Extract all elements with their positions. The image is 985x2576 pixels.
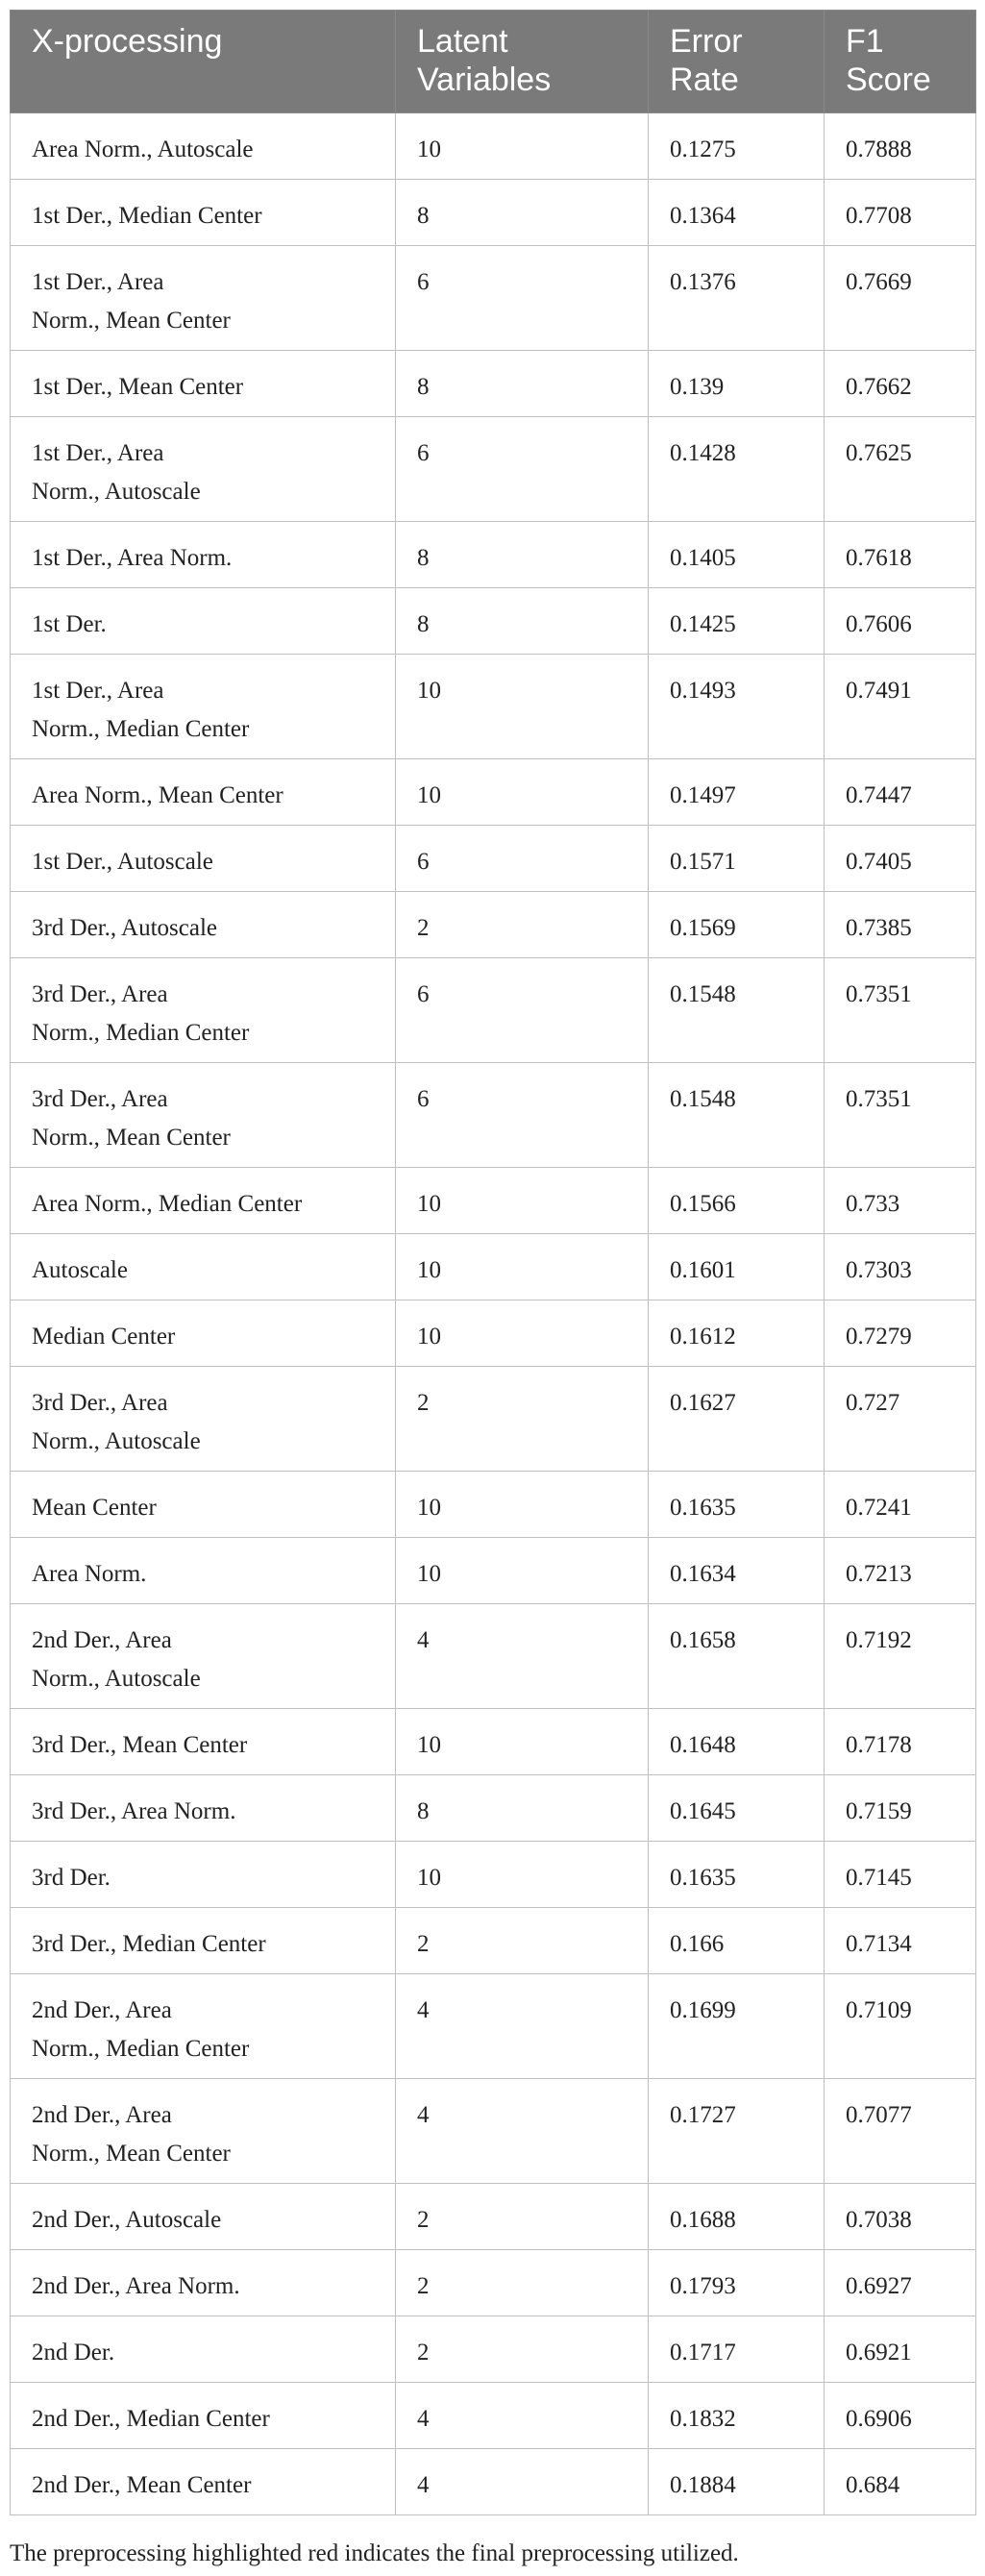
cell-f1-score: 0.7351	[825, 958, 976, 1063]
cell-error-rate: 0.1832	[649, 2383, 825, 2449]
cell-x-processing: 2nd Der., Area Norm., Mean Center	[11, 2079, 396, 2184]
cell-x-processing: 2nd Der., Area Norm., Median Center	[11, 1974, 396, 2079]
table-row	[11, 1604, 976, 1709]
table-row	[11, 1168, 976, 1234]
table-row	[11, 1775, 976, 1842]
cell-error-rate: 0.1727	[649, 2079, 825, 2184]
table-row	[11, 1472, 976, 1538]
table-row	[11, 892, 976, 958]
cell-latent-variables: 2	[396, 1908, 649, 1974]
cell-f1-score: 0.7405	[825, 826, 976, 892]
cell-error-rate: 0.1635	[649, 1472, 825, 1538]
cell-error-rate: 0.1425	[649, 588, 825, 655]
preprocessing-results-table	[10, 10, 976, 2515]
cell-error-rate: 0.1405	[649, 522, 825, 588]
cell-error-rate: 0.166	[649, 1908, 825, 1974]
cell-x-processing: 3rd Der., Autoscale	[11, 892, 396, 958]
cell-error-rate: 0.1548	[649, 958, 825, 1063]
cell-x-processing: Autoscale	[11, 1234, 396, 1300]
cell-latent-variables: 4	[396, 2449, 649, 2515]
table-row	[11, 351, 976, 417]
table-row	[11, 2250, 976, 2316]
table-row	[11, 2383, 976, 2449]
cell-error-rate: 0.1627	[649, 1367, 825, 1472]
cell-error-rate: 0.139	[649, 351, 825, 417]
cell-x-processing: 1st Der.	[11, 588, 396, 655]
table-row	[11, 2184, 976, 2250]
table-row	[11, 1538, 976, 1604]
table-row	[11, 655, 976, 759]
cell-f1-score: 0.684	[825, 2449, 976, 2515]
table-row	[11, 2449, 976, 2515]
table-row	[11, 2079, 976, 2184]
cell-latent-variables: 2	[396, 2184, 649, 2250]
cell-x-processing: 1st Der., Area Norm., Mean Center	[11, 246, 396, 351]
cell-latent-variables: 6	[396, 246, 649, 351]
cell-f1-score: 0.6906	[825, 2383, 976, 2449]
cell-error-rate: 0.1717	[649, 2316, 825, 2383]
cell-f1-score: 0.7625	[825, 417, 976, 522]
cell-latent-variables: 6	[396, 417, 649, 522]
cell-f1-score: 0.7303	[825, 1234, 976, 1300]
header-x-processing: X-processing	[11, 11, 396, 113]
table-row	[11, 180, 976, 246]
cell-latent-variables: 2	[396, 892, 649, 958]
cell-x-processing: 1st Der., Autoscale	[11, 826, 396, 892]
table-row	[11, 1063, 976, 1168]
cell-x-processing: 2nd Der., Area Norm., Autoscale	[11, 1604, 396, 1709]
cell-x-processing: 1st Der., Area Norm., Median Center	[11, 655, 396, 759]
cell-latent-variables: 10	[396, 1300, 649, 1367]
cell-latent-variables: 4	[396, 2079, 649, 2184]
cell-f1-score: 0.7279	[825, 1300, 976, 1367]
cell-error-rate: 0.1612	[649, 1300, 825, 1367]
cell-f1-score: 0.7491	[825, 655, 976, 759]
cell-f1-score: 0.7241	[825, 1472, 976, 1538]
cell-f1-score: 0.7351	[825, 1063, 976, 1168]
table-row	[11, 1908, 976, 1974]
table-row	[11, 1842, 976, 1908]
cell-x-processing: 2nd Der., Autoscale	[11, 2184, 396, 2250]
cell-f1-score: 0.7077	[825, 2079, 976, 2184]
cell-latent-variables: 10	[396, 1842, 649, 1908]
cell-f1-score: 0.7192	[825, 1604, 976, 1709]
cell-latent-variables: 10	[396, 1168, 649, 1234]
cell-x-processing: 3rd Der., Area Norm.	[11, 1775, 396, 1842]
cell-error-rate: 0.1364	[649, 180, 825, 246]
cell-f1-score: 0.7447	[825, 759, 976, 826]
cell-x-processing: Area Norm.	[11, 1538, 396, 1604]
cell-latent-variables: 8	[396, 180, 649, 246]
cell-latent-variables: 10	[396, 759, 649, 826]
table-row	[11, 522, 976, 588]
cell-latent-variables: 10	[396, 1538, 649, 1604]
table-body	[11, 113, 976, 2515]
cell-x-processing: Median Center	[11, 1300, 396, 1367]
table-row	[11, 246, 976, 351]
cell-error-rate: 0.1497	[649, 759, 825, 826]
cell-error-rate: 0.1699	[649, 1974, 825, 2079]
cell-latent-variables: 8	[396, 351, 649, 417]
table-row	[11, 826, 976, 892]
cell-x-processing: Area Norm., Mean Center	[11, 759, 396, 826]
cell-error-rate: 0.1645	[649, 1775, 825, 1842]
results-table-container	[10, 10, 975, 2515]
cell-f1-score: 0.7213	[825, 1538, 976, 1604]
cell-error-rate: 0.1493	[649, 655, 825, 759]
cell-latent-variables: 8	[396, 1775, 649, 1842]
cell-f1-score: 0.7385	[825, 892, 976, 958]
table-row	[11, 958, 976, 1063]
cell-error-rate: 0.1566	[649, 1168, 825, 1234]
cell-x-processing: 2nd Der., Area Norm.	[11, 2250, 396, 2316]
cell-x-processing: 3rd Der., Mean Center	[11, 1709, 396, 1775]
cell-error-rate: 0.1601	[649, 1234, 825, 1300]
cell-x-processing: Area Norm., Median Center	[11, 1168, 396, 1234]
cell-latent-variables: 10	[396, 1234, 649, 1300]
cell-latent-variables: 6	[396, 958, 649, 1063]
cell-error-rate: 0.1658	[649, 1604, 825, 1709]
cell-f1-score: 0.7888	[825, 113, 976, 180]
cell-error-rate: 0.1275	[649, 113, 825, 180]
cell-x-processing: Area Norm., Autoscale	[11, 113, 396, 180]
cell-f1-score: 0.7669	[825, 246, 976, 351]
cell-error-rate: 0.1569	[649, 892, 825, 958]
cell-latent-variables: 10	[396, 1472, 649, 1538]
cell-latent-variables: 4	[396, 1604, 649, 1709]
cell-latent-variables: 2	[396, 1367, 649, 1472]
cell-f1-score: 0.7662	[825, 351, 976, 417]
cell-error-rate: 0.1884	[649, 2449, 825, 2515]
cell-f1-score: 0.727	[825, 1367, 976, 1472]
cell-x-processing: 1st Der., Area Norm., Autoscale	[11, 417, 396, 522]
cell-latent-variables: 10	[396, 113, 649, 180]
cell-latent-variables: 2	[396, 2316, 649, 2383]
table-row	[11, 113, 976, 180]
cell-latent-variables: 8	[396, 588, 649, 655]
cell-f1-score: 0.7618	[825, 522, 976, 588]
cell-error-rate: 0.1688	[649, 2184, 825, 2250]
cell-f1-score: 0.6921	[825, 2316, 976, 2383]
cell-error-rate: 0.1635	[649, 1842, 825, 1908]
cell-x-processing: 1st Der., Median Center	[11, 180, 396, 246]
cell-latent-variables: 4	[396, 1974, 649, 2079]
cell-f1-score: 0.7606	[825, 588, 976, 655]
cell-f1-score: 0.7134	[825, 1908, 976, 1974]
cell-x-processing: 1st Der., Area Norm.	[11, 522, 396, 588]
table-header	[11, 11, 976, 113]
table-row	[11, 1300, 976, 1367]
header-row	[11, 11, 976, 113]
table-row	[11, 1974, 976, 2079]
table-row	[11, 417, 976, 522]
cell-latent-variables: 2	[396, 2250, 649, 2316]
table-footnote: The preprocessing highlighted red indicates the final preprocessing utilized.	[10, 2540, 739, 2566]
cell-error-rate: 0.1648	[649, 1709, 825, 1775]
cell-latent-variables: 10	[396, 655, 649, 759]
cell-f1-score: 0.7159	[825, 1775, 976, 1842]
cell-f1-score: 0.7178	[825, 1709, 976, 1775]
header-f1-score: F1 Score	[825, 11, 976, 113]
cell-f1-score: 0.7145	[825, 1842, 976, 1908]
table-row	[11, 1709, 976, 1775]
cell-f1-score: 0.733	[825, 1168, 976, 1234]
cell-f1-score: 0.7109	[825, 1974, 976, 2079]
cell-error-rate: 0.1793	[649, 2250, 825, 2316]
cell-error-rate: 0.1634	[649, 1538, 825, 1604]
header-error-rate: Error Rate	[649, 11, 825, 113]
cell-x-processing: 3rd Der.	[11, 1842, 396, 1908]
cell-latent-variables: 6	[396, 826, 649, 892]
cell-f1-score: 0.7038	[825, 2184, 976, 2250]
cell-x-processing: 3rd Der., Area Norm., Mean Center	[11, 1063, 396, 1168]
cell-latent-variables: 6	[396, 1063, 649, 1168]
cell-x-processing: 1st Der., Mean Center	[11, 351, 396, 417]
cell-x-processing: 3rd Der., Area Norm., Median Center	[11, 958, 396, 1063]
header-latent-variables: Latent Variables	[396, 11, 649, 113]
cell-x-processing: 3rd Der., Median Center	[11, 1908, 396, 1974]
cell-error-rate: 0.1376	[649, 246, 825, 351]
cell-x-processing: 3rd Der., Area Norm., Autoscale	[11, 1367, 396, 1472]
table-row	[11, 588, 976, 655]
cell-x-processing: Mean Center	[11, 1472, 396, 1538]
table-row	[11, 1234, 976, 1300]
cell-error-rate: 0.1571	[649, 826, 825, 892]
table-row	[11, 1367, 976, 1472]
cell-error-rate: 0.1548	[649, 1063, 825, 1168]
cell-x-processing: 2nd Der., Median Center	[11, 2383, 396, 2449]
cell-latent-variables: 10	[396, 1709, 649, 1775]
cell-f1-score: 0.7708	[825, 180, 976, 246]
table-row	[11, 2316, 976, 2383]
cell-x-processing: 2nd Der., Mean Center	[11, 2449, 396, 2515]
cell-latent-variables: 4	[396, 2383, 649, 2449]
cell-x-processing: 2nd Der.	[11, 2316, 396, 2383]
cell-latent-variables: 8	[396, 522, 649, 588]
cell-error-rate: 0.1428	[649, 417, 825, 522]
cell-f1-score: 0.6927	[825, 2250, 976, 2316]
table-row	[11, 759, 976, 826]
